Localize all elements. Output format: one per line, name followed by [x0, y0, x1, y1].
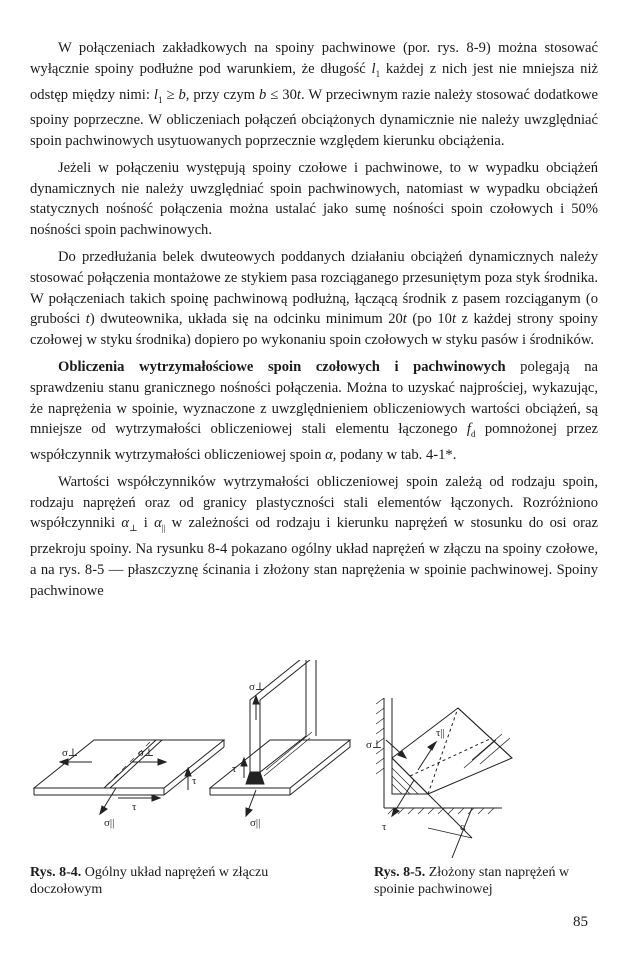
paragraph	[30, 247, 598, 351]
text-run: Do przedłużania belek dwuteowych poddanych działaniu obciążeń dynamicznych należy stosować połączenia montażowe ze stykiem pasa rozciąganego przesuniętym poza styk środnika. W połączeniach takich spoinę pachwinową podłużną, łączącą środnik z pasem rozciąganym (o grubości	[30, 248, 598, 328]
text-run: t	[451, 311, 456, 328]
alpha-label: α	[460, 821, 466, 833]
figure-8-4	[20, 660, 360, 860]
caption-label: Rys. 8-4.	[30, 865, 82, 880]
text-run: Wartości współczynników wytrzymałości obliczeniowej spoin zależą od rodzaju spoin, rodzaju naprężeń oraz od granicy plastyczności stali elementów łączonych. Rozróżniono współczynniki	[30, 473, 598, 532]
body-text	[30, 38, 598, 608]
shear-plane	[392, 708, 512, 794]
sigma-par-label: σ||	[104, 817, 115, 829]
tau-label-vertical: τ	[192, 775, 197, 787]
text-run: α	[121, 515, 130, 532]
tau-label-horizontal: τ	[132, 801, 137, 813]
text-run: t	[85, 311, 90, 328]
text-run: Jeżeli w połączeniu występują spoiny czołowe i pachwinowe, to w wypadku obciążeń dynamicznych nie należy uwzględniać spoin pachwinowych, natomiast w wypadku obciążeń statycznych nośność połączenia można ustalać jako sumę nośności spoin czołowych i 50% nośności spoin pachwinowych.	[30, 159, 598, 239]
tau-par-label: τ||	[436, 727, 445, 739]
text-run: i	[137, 515, 155, 532]
text-run: 1	[375, 68, 381, 79]
paragraph	[30, 38, 598, 152]
text-run: ≥	[162, 86, 179, 103]
sigma-perp-label: σ⊥	[366, 739, 383, 751]
text-run: Obliczenia wytrzymałościowe spoin czołowych i pachwinowych	[58, 358, 506, 375]
t-web	[250, 660, 306, 780]
sigma-par-web-label: σ||	[250, 817, 261, 829]
text-run: każdej z nich jest nie mniejsza niż odstęp między nimi:	[30, 60, 599, 103]
sigma-perp-left-label: σ⊥	[62, 747, 79, 759]
text-run: , przy czym	[185, 86, 259, 103]
text-run: w zależności od rodzaju i kierunku naprężeń w stosunku do osi oraz przekroju spoiny. Na rysunku 8-4 pokazano ogólny układ naprężeń w złączu na spoiny czołowe, a na rys. 8-5 — płaszczyznę ścinania i złożony stan naprężenia w spoinie pachwinowej. Spoiny pachwinowe	[30, 515, 598, 599]
text-run: . W przeciwnym razie należy stosować dodatkowe spoiny poprzeczne. W obliczeniach połączeń obciążonych dynamicznie nie należy uwzględniać spoin pachwinowych usytuowanych poprzecznie względem kierunku obciążenia.	[30, 86, 598, 149]
sigma-perp-right-label: σ⊥	[138, 747, 155, 759]
text-run: ) dwuteownika, układa się na odcinku minimum 20	[89, 311, 403, 328]
text-run: d	[470, 429, 476, 440]
text-run: , podany w tab. 4-1*.	[332, 447, 457, 464]
text-run: α	[325, 447, 333, 464]
figures-area	[0, 660, 634, 920]
text-run: z każdej strony spoiny czołowej w styku środnika) dopiero po wykonaniu spoin czołowych w styku pasów i środników.	[30, 311, 598, 349]
text-run: f	[466, 421, 471, 438]
text-run: t	[296, 86, 301, 103]
caption-fig-8-4	[30, 864, 300, 898]
caption-fig-8-5	[374, 864, 604, 898]
text-run: pomnożonej przez współczynnik wytrzymałości obliczeniowej spoin	[30, 421, 598, 464]
text-run: l	[371, 60, 376, 77]
paragraph	[30, 158, 598, 241]
figure-8-5	[362, 698, 622, 868]
text-run: t	[402, 311, 407, 328]
text-run: α	[154, 515, 162, 532]
page-number: 85	[573, 914, 588, 930]
tau-label: τ	[382, 821, 387, 833]
text-run: b	[178, 86, 186, 103]
text-run: ||	[161, 523, 166, 534]
text-run: (po 10	[406, 311, 452, 328]
text-run: ⊥	[129, 523, 138, 534]
tau-web-label: τ	[232, 763, 237, 775]
caption-text: Ogólny układ naprężeń w złączu doczołowym	[30, 865, 269, 897]
caption-text: Złożony stan naprężeń w spoinie pachwinowej	[374, 865, 570, 897]
text-run: W połączeniach zakładkowych na spoiny pachwinowe (por. rys. 8-9) można stosować wyłącznie spoiny podłużne pod warunkiem, że długość	[30, 40, 598, 77]
paragraph	[30, 472, 598, 602]
caption-label: Rys. 8-5.	[374, 865, 426, 880]
text-run: polegają na sprawdzeniu stanu granicznego nośności połączenia. Można to uzyskać najprościej, wykazując, że naprężenia w spoinie, wyznaczone z uwzględnieniem obliczeniowych wartości obciążeń, są mniejsze od wytrzymałości obliczeniowej stali elementu łączonego	[30, 358, 598, 438]
text-run: 1	[157, 94, 163, 105]
text-run: l	[153, 86, 158, 103]
paragraph	[30, 357, 598, 466]
text-run: b	[258, 86, 267, 103]
sigma-perp-top-label: σ⊥	[249, 681, 266, 693]
text-run: ≤ 30	[266, 86, 297, 103]
